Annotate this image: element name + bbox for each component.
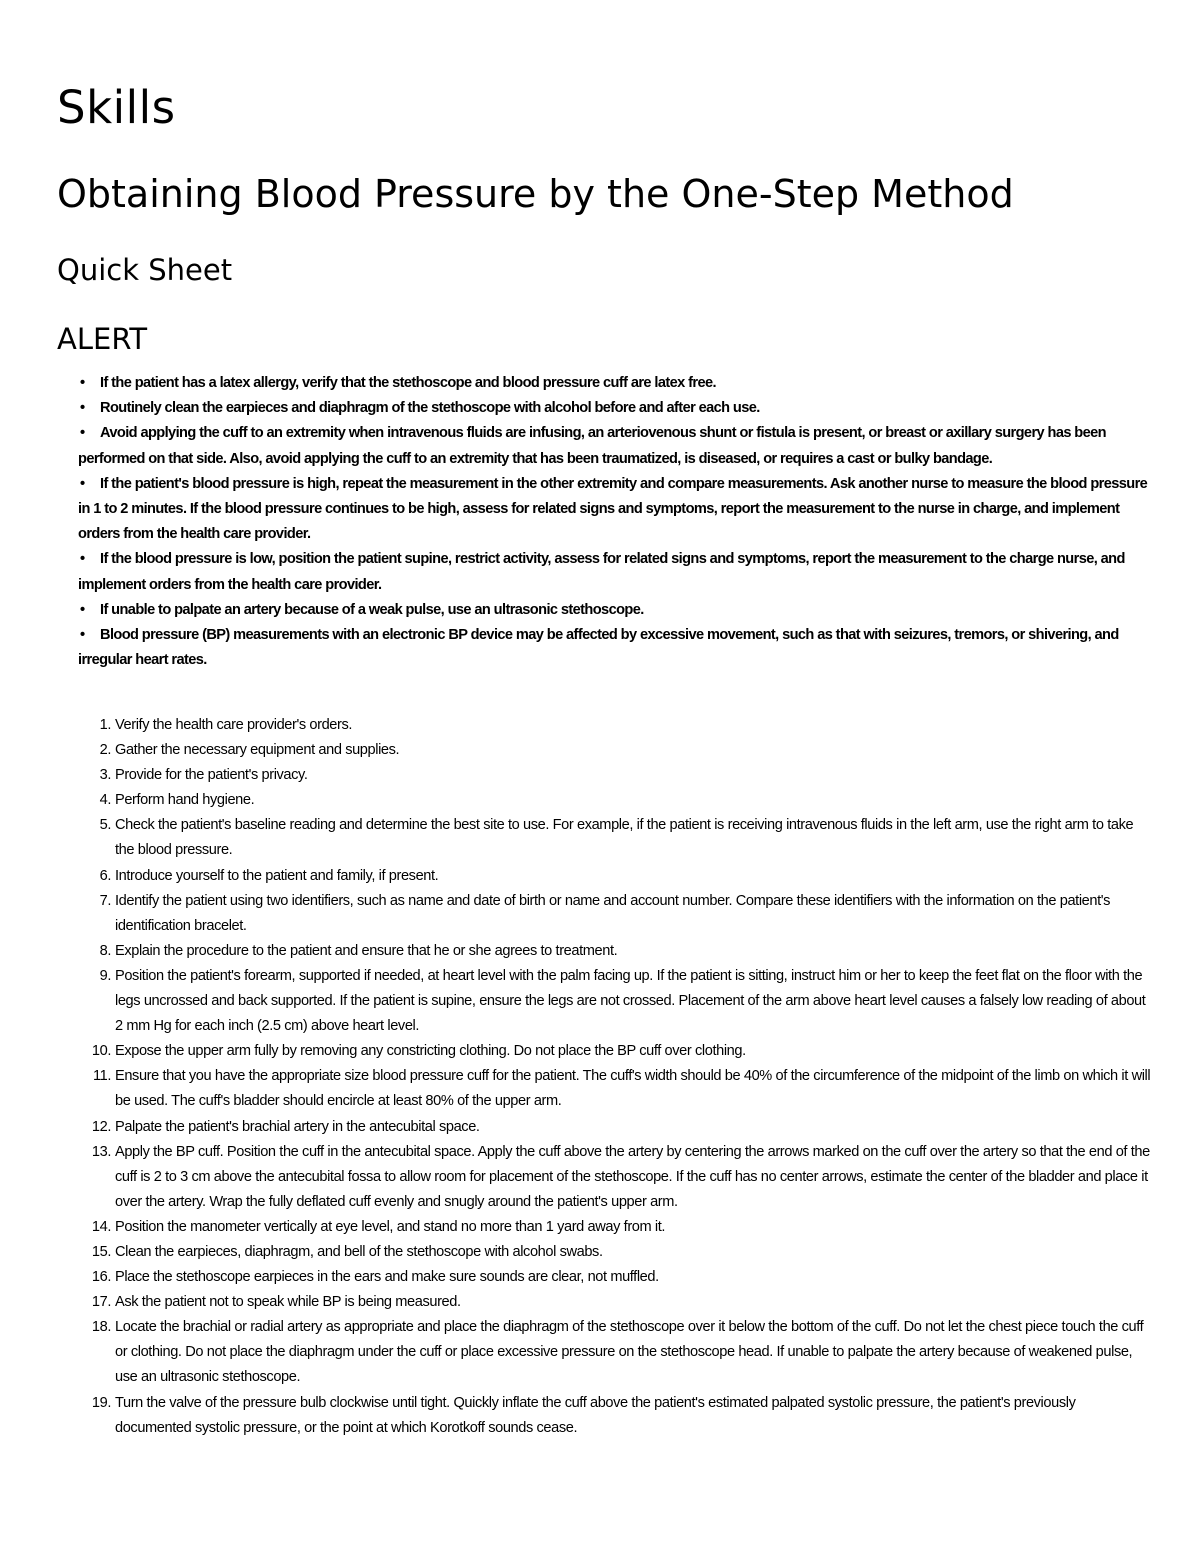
step-item bbox=[78, 738, 1153, 763]
bullet-icon: • bbox=[80, 375, 85, 391]
bullet-icon: • bbox=[80, 601, 85, 618]
step-number: 11. bbox=[92, 1068, 111, 1085]
alert-text: If the patient has a latex allergy, verify that the stethoscope and blood pressure cuff are latex free. bbox=[100, 375, 716, 391]
step-item bbox=[78, 889, 1153, 939]
step-text: Ask the patient not to speak while BP is being measured. bbox=[115, 1294, 461, 1311]
alert-item bbox=[78, 472, 1150, 548]
step-number: 7. bbox=[99, 892, 111, 909]
alert-text: If the blood pressure is low, position the patient supine, restrict activity, assess for related signs and symptoms, report the measurement to the charge nurse, and implement orders from the health care provider. bbox=[78, 551, 1125, 593]
step-item bbox=[78, 964, 1153, 1039]
step-item bbox=[78, 1391, 1153, 1441]
step-number: 16. bbox=[91, 1269, 111, 1286]
step-number: 17. bbox=[91, 1294, 111, 1311]
step-number: 18. bbox=[91, 1319, 111, 1336]
step-text: Verify the health care provider's orders. bbox=[115, 717, 353, 733]
steps-list bbox=[78, 713, 1153, 1441]
step-item bbox=[78, 1265, 1153, 1290]
step-text: Palpate the patient's brachial artery in the antecubital space. bbox=[115, 1118, 480, 1135]
step-text: Provide for the patient's privacy. bbox=[115, 767, 308, 784]
step-number: 9. bbox=[99, 967, 111, 984]
bullet-icon: • bbox=[80, 475, 85, 492]
alert-item bbox=[78, 421, 1150, 471]
step-number: 12. bbox=[91, 1118, 111, 1135]
alert-text: If the patient's blood pressure is high, repeat the measurement in the other extremity and compare measurements. Ask another nurse to measure the blood pressure in 1 to 2 minutes. If the blood pressure continues to be high, assess for related signs and symptoms, report the measurement to the nurse in charge, and implement orders from the health care provider. bbox=[78, 475, 1148, 543]
step-number: 2. bbox=[99, 742, 111, 759]
alert-text: Routinely clean the earpieces and diaphragm of the stethoscope with alcohol before and after each use. bbox=[100, 400, 760, 417]
step-item bbox=[78, 1039, 1153, 1064]
step-number: 3. bbox=[99, 767, 111, 784]
step-number: 8. bbox=[99, 942, 111, 959]
bullet-icon: • bbox=[80, 400, 85, 417]
step-item bbox=[78, 1064, 1153, 1114]
step-text: Introduce yourself to the patient and family, if present. bbox=[115, 867, 439, 884]
step-item bbox=[78, 763, 1153, 788]
step-text: Apply the BP cuff. Position the cuff in the antecubital space. Apply the cuff above the artery by centering the arrows marked on the cuff over the artery so that the end of the cuff is 2 to 3 cm above the antecubital fossa to allow room for placement of the stethoscope. If the cuff has no center arrows, estimate the center of the bladder and place it over the artery. Wrap the fully deflated cuff evenly and snugly around the patient's upper arm. bbox=[115, 1143, 1150, 1210]
page-title: Obtaining Blood Pressure by the One-Step Method bbox=[57, 172, 1014, 216]
step-number: 6. bbox=[99, 867, 111, 884]
bullet-icon: • bbox=[80, 551, 85, 568]
step-text: Locate the brachial or radial artery as appropriate and place the diaphragm of the stethoscope over it below the bottom of the cuff. Do not let the chest piece touch the cuff or clothing. Do not place the diaphragm under the cuff or place excessive pressure on the stethoscope head. If unable to palpate the artery because of weakened pulse, use an ultrasonic stethoscope. bbox=[115, 1319, 1144, 1386]
step-text: Position the manometer vertically at eye level, and stand no more than 1 yard away from it. bbox=[115, 1218, 666, 1235]
bullet-icon: • bbox=[80, 425, 85, 442]
alert-text: Blood pressure (BP) measurements with an electronic BP device may be affected by excessive movement, such as that with seizures, tremors, or shivering, and irregular heart rates. bbox=[78, 627, 1119, 669]
step-item bbox=[78, 788, 1153, 813]
step-text: Place the stethoscope earpieces in the ears and make sure sounds are clear, not muffled. bbox=[115, 1269, 659, 1286]
step-item bbox=[78, 813, 1153, 863]
step-text: Gather the necessary equipment and supplies. bbox=[115, 742, 400, 759]
alert-item bbox=[78, 598, 1150, 623]
step-number: 10. bbox=[91, 1043, 111, 1060]
alert-heading: ALERT bbox=[57, 322, 148, 356]
step-number: 4. bbox=[99, 792, 111, 809]
page-subtitle: Quick Sheet bbox=[57, 253, 233, 287]
step-item bbox=[78, 1240, 1153, 1265]
step-item bbox=[78, 713, 1153, 738]
step-number: 14. bbox=[91, 1218, 111, 1235]
step-number: 1. bbox=[99, 717, 111, 733]
step-text: Identify the patient using two identifiers, such as name and date of birth or name and account number. Compare these identifiers with the information on the patient's identification bracelet. bbox=[115, 892, 1111, 934]
step-item bbox=[78, 1290, 1153, 1315]
step-number: 15. bbox=[91, 1243, 111, 1260]
step-item bbox=[78, 1140, 1153, 1215]
step-item bbox=[78, 939, 1153, 964]
step-number: 5. bbox=[99, 817, 111, 834]
alert-item bbox=[78, 371, 1150, 396]
step-item bbox=[78, 1115, 1153, 1140]
step-text: Position the patient's forearm, supported if needed, at heart level with the palm facing up. If the patient is sitting, instruct him or her to keep the feet flat on the floor with the legs uncrossed and back supported. If the patient is supine, ensure the legs are not crossed. Placement of the arm above heart level causes a falsely low reading of about 2 mm Hg for each inch (2.5 cm) above heart level. bbox=[115, 967, 1146, 1035]
step-text: Explain the procedure to the patient and ensure that he or she agrees to treatment. bbox=[115, 942, 618, 959]
step-text: Ensure that you have the appropriate size blood pressure cuff for the patient. The cuff's width should be 40% of the circumference of the midpoint of the limb on which it will be used. The cuff's bladder should encircle at least 80% of the upper arm. bbox=[115, 1068, 1151, 1110]
step-item bbox=[78, 864, 1153, 889]
alert-item bbox=[78, 396, 1150, 421]
bullet-icon: • bbox=[80, 627, 85, 644]
alert-text: If unable to palpate an artery because of a weak pulse, use an ultrasonic stethoscope. bbox=[100, 601, 644, 618]
step-number: 19. bbox=[91, 1394, 111, 1411]
step-number: 13. bbox=[91, 1143, 111, 1160]
step-item bbox=[78, 1315, 1153, 1390]
step-text: Check the patient's baseline reading and determine the best site to use. For example, if the patient is receiving intravenous fluids in the left arm, use the right arm to take the blood pressure. bbox=[115, 817, 1134, 859]
step-text: Clean the earpieces, diaphragm, and bell of the stethoscope with alcohol swabs. bbox=[115, 1243, 603, 1260]
alert-text: Avoid applying the cuff to an extremity when intravenous fluids are infusing, an arteriovenous shunt or fistula is present, or breast or axillary surgery has been performed on that side. Also, avoid applying the cuff to an extremity that has been traumatized, is diseased, or requires a cast or bulky bandage. bbox=[78, 425, 1106, 467]
alert-list bbox=[78, 371, 1150, 673]
step-text: Perform hand hygiene. bbox=[115, 792, 255, 809]
alert-item bbox=[78, 547, 1150, 597]
step-text: Expose the upper arm fully by removing any constricting clothing. Do not place the BP cuff over clothing. bbox=[115, 1043, 746, 1060]
step-item bbox=[78, 1215, 1153, 1240]
section-heading: Skills bbox=[57, 81, 176, 134]
alert-item bbox=[78, 623, 1150, 673]
step-text: Turn the valve of the pressure bulb clockwise until tight. Quickly inflate the cuff above the patient's estimated palpated systolic pressure, the patient's previously documented systolic pressure, or the point at which Korotkoff sounds cease. bbox=[115, 1394, 1076, 1436]
